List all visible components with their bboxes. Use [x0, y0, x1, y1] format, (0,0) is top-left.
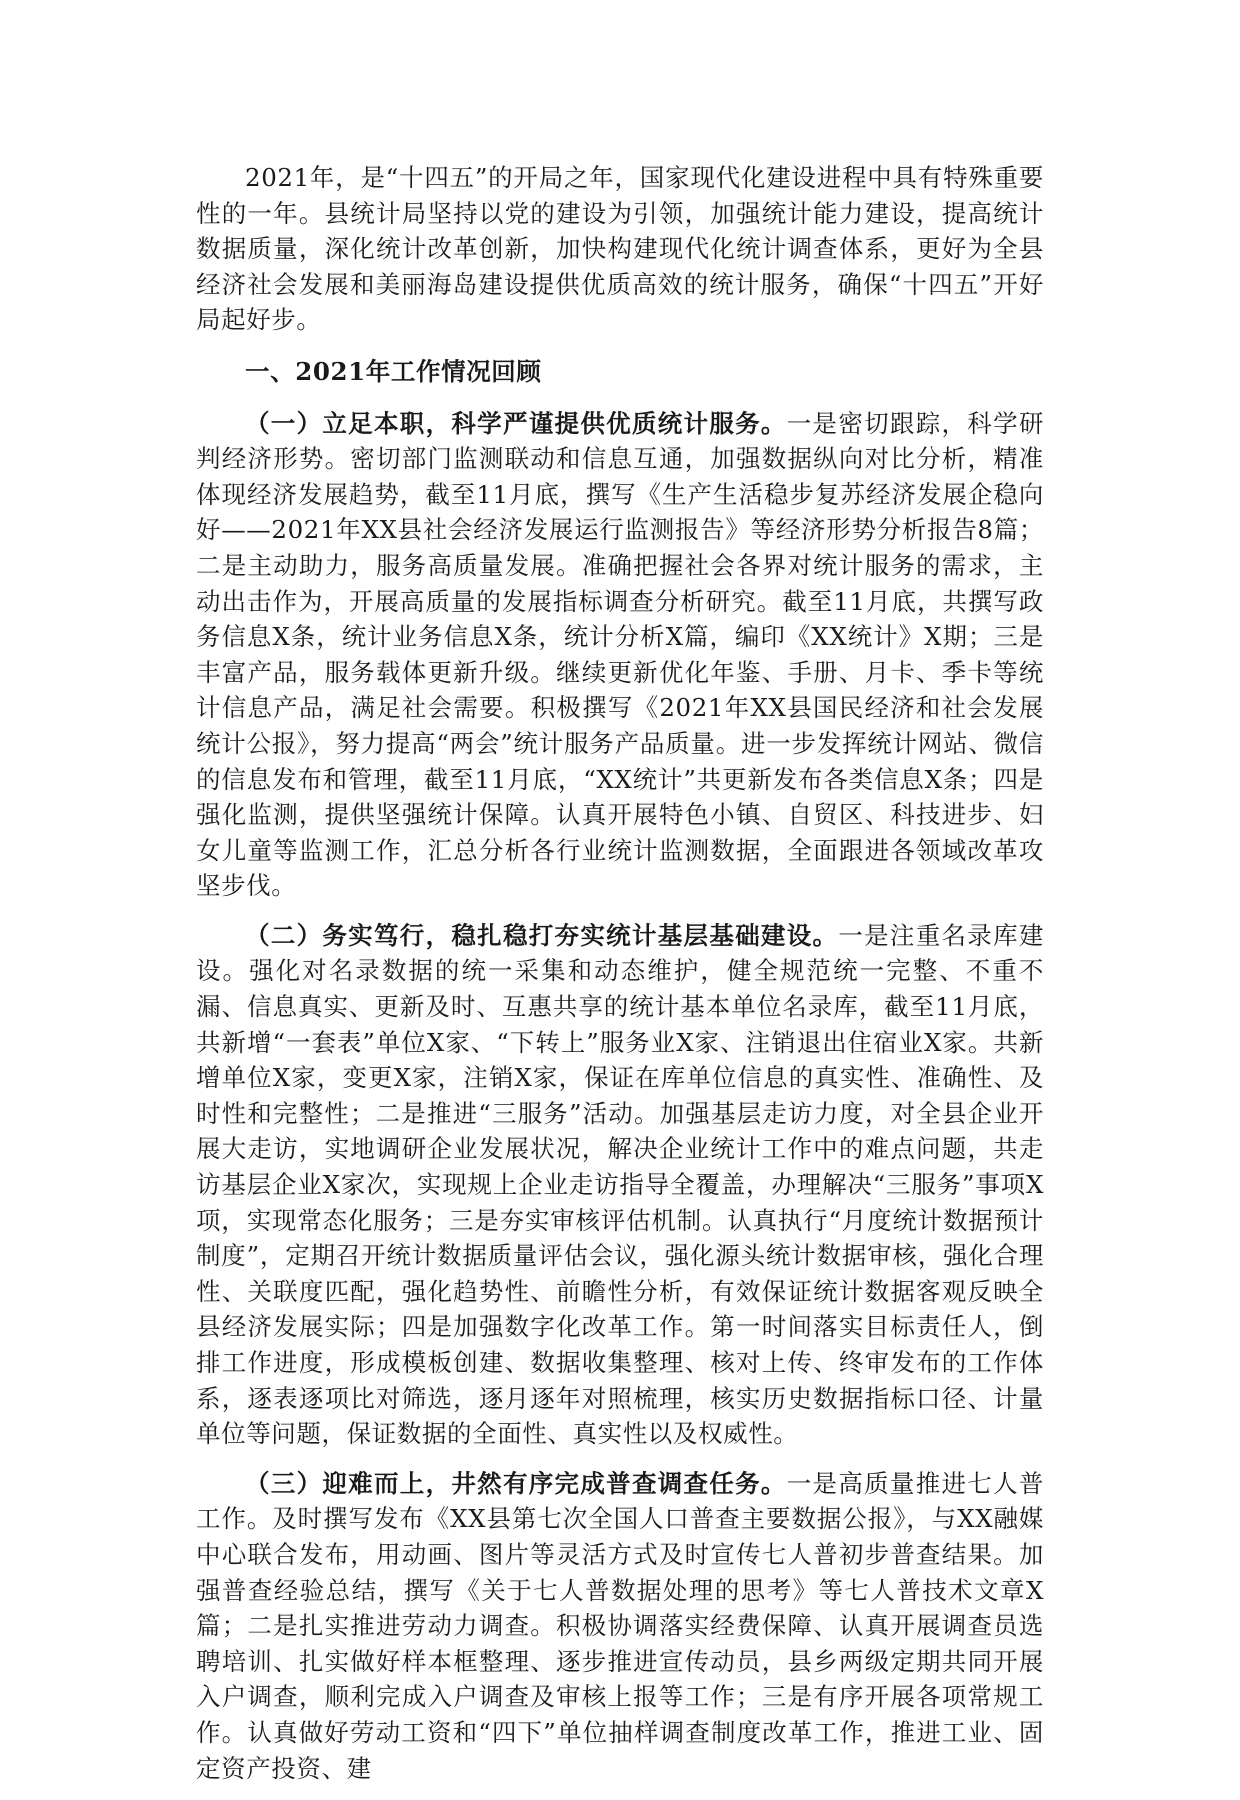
paragraph-body: 一是高质量推进七人普工作。及时撰写发布《XX县第七次全国人口普查主要数据公报》，与XX融媒中心联合发布，用动画、图片等灵活方式及时宣传七人普初步普查结果。加强普查经验总结，撰写《关于七人普数据处理的思考》等七人普技术文章X篇；二是扎实推进劳动力调查。积极协调落实经费保障、认真开展调查员选聘培训、扎实做好样本框整理、逐步推进宣传动员，县乡两级定期共同开展入户调查，顺利完成入户调查及审核上报等工作；三是有序开展各项常规工作。认真做好劳动工资和“四下”单位抽样调查制度改革工作，推进工业、固定资产投资、建: [196, 1468, 1045, 1783]
paragraph-lead: （一）立足本职，科学严谨提供优质统计服务。: [245, 408, 787, 438]
paragraph-body: 一是注重名录库建设。强化对名录数据的统一采集和动态维护，健全规范统一完整、不重不漏、信息真实、更新及时、互惠共享的统计基本单位名录库，截至11月底，共新增“一套表”单位X家、“下转上”服务业X家、注销退出住宿业X家。共新增单位X家，变更X家，注销X家，保证在库单位信息的真实性、准确性、及时性和完整性；二是推进“三服务”活动。加强基层走访力度，对全县企业开展大走访，实地调研企业发展状况，解决企业统计工作中的难点问题，共走访基层企业X家次，实现规上企业走访指导全覆盖，办理解决“三服务”事项X项，实现常态化服务；三是夯实审核评估机制。认真执行“月度统计数据预计制度”，定期召开统计数据质量评估会议，强化源头统计数据审核，强化合理性、关联度匹配，强化趋势性、前瞻性分析，有效保证统计数据客观反映全县经济发展实际；四是加强数字化改革工作。第一时间落实目标责任人，倒排工作进度，形成模板创建、数据收集整理、核对上传、终审发布的工作体系，逐表逐项比对筛选，逐月逐年对照梳理，核实历史数据指标口径、计量单位等问题，保证数据的全面性、真实性以及权威性。: [196, 920, 1044, 1449]
paragraph-item-2: [196, 918, 1044, 1452]
paragraph-lead: （二）务实笃行，稳扎稳打夯实统计基层基础建设。: [245, 920, 839, 950]
section-heading: 一、2021年工作情况回顾: [245, 356, 542, 386]
paragraph-body: 一是密切跟踪，科学研判经济形势。密切部门监测联动和信息互通，加强数据纵向对比分析，精准体现经济发展趋势，截至11月底，撰写《生产生活稳步复苏经济发展企稳向好——2021年XX县社会经济发展运行监测报告》等经济形势分析报告8篇；二是主动助力，服务高质量发展。准确把握社会各界对统计服务的需求，主动出击作为，开展高质量的发展指标调查分析研究。截至11月底，共撰写政务信息X条，统计业务信息X条，统计分析X篇，编印《XX统计》X期；三是丰富产品，服务载体更新升级。继续更新优化年鉴、手册、月卡、季卡等统计信息产品，满足社会需要。积极撰写《2021年XX县国民经济和社会发展统计公报》，努力提高“两会”统计服务产品质量。进一步发挥统计网站、微信的信息发布和管理，截至11月底，“XX统计”共更新发布各类信息X条；四是强化监测，提供坚强统计保障。认真开展特色小镇、自贸区、科技进步、妇女儿童等监测工作，汇总分析各行业统计监测数据，全面跟进各领域改革攻坚步伐。: [196, 408, 1045, 901]
paragraph-lead: （三）迎难而上，井然有序完成普查调查任务。: [245, 1468, 787, 1498]
document-body: [196, 160, 1044, 1800]
paragraph-item-1: [196, 406, 1044, 904]
intro-paragraph: 2021年，是“十四五”的开局之年，国家现代化建设进程中具有特殊重要性的一年。县统计局坚持以党的建设为引领，加强统计能力建设，提高统计数据质量，深化统计改革创新，加快构建现代化统计调查体系，更好为全县经济社会发展和美丽海岛建设提供优质高效的统计服务，确保“十四五”开好局起好步。: [196, 163, 1044, 335]
paragraph-item-3: [196, 1466, 1044, 1786]
